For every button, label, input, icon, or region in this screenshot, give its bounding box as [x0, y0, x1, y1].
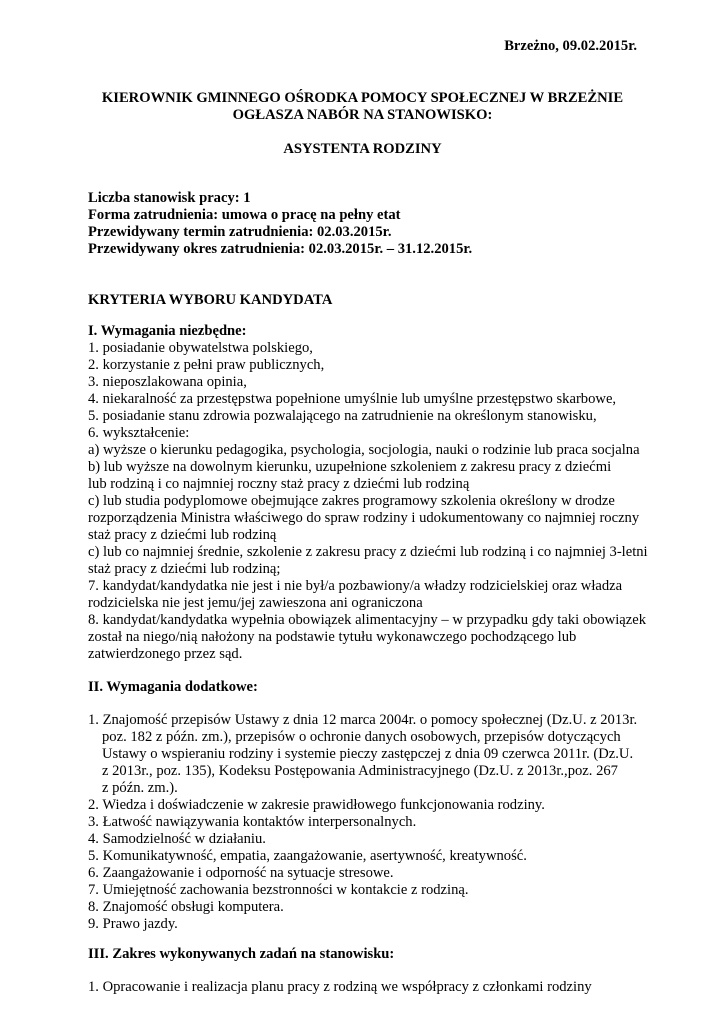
list-line: 9. Prawo jazdy.: [88, 916, 178, 932]
list-line: rozporządzenia Ministra właściwego do spraw rodziny i udokumentowany co najmniej roczny: [88, 510, 640, 526]
list-line: 7. kandydat/kandydatka nie jest i nie był/a pozbawiony/a władzy rodzicielskiej oraz władza: [88, 578, 623, 594]
list-line: a) wyższe o kierunku pedagogika, psychologia, socjologia, nauki o rodzinie lub praca socjalna: [88, 442, 640, 458]
list-line: staż pracy z dziećmi lub rodziną;: [88, 561, 281, 577]
detail-line: Forma zatrudnienia: umowa o pracę na pełny etat: [88, 207, 401, 223]
list-line: 4. niekaralność za przestępstwa popełnione umyślnie lub umyślne przestępstwo skarbowe,: [88, 391, 617, 407]
detail-line: Przewidywany termin zatrudnienia: 02.03.2015r.: [88, 224, 392, 240]
title-line-1: KIEROWNIK GMINNEGO OŚRODKA POMOCY SPOŁECZNEJ W BRZEŻNIE: [101, 90, 624, 106]
list-line: 1. Opracowanie i realizacja planu pracy z rodziną we współpracy z członkami rodziny: [88, 979, 592, 995]
list-line: z późn. zm.).: [102, 780, 178, 796]
criteria-heading: KRYTERIA WYBORU KANDYDATA: [88, 292, 333, 308]
list-line: lub rodziną i co najmniej roczny staż pracy z dziećmi lub rodziną: [88, 476, 470, 492]
list-line: zatwierdzonego przez sąd.: [88, 646, 243, 662]
list-line: 8. Znajomość obsługi komputera.: [88, 899, 284, 915]
list-line: c) lub co najmniej średnie, szkolenie z zakresu pracy z dziećmi lub rodziną i co najmniej 3-letni: [88, 544, 648, 560]
list-line: 3. nieposzlakowana opinia,: [88, 374, 247, 390]
list-line: 2. Wiedza i doświadczenie w zakresie prawidłowego funkcjonowania rodziny.: [88, 797, 545, 813]
list-line: 5. posiadanie stanu zdrowia pozwalającego na zatrudnienie na określonym stanowisku,: [88, 408, 597, 424]
list-line: został na niego/nią nałożony na podstawie tytułu wykonawczego pochodzącego lub: [88, 629, 577, 645]
position-title: ASYSTENTA RODZINY: [283, 141, 442, 157]
employment-details: [88, 190, 472, 258]
list-line: 4. Samodzielność w działaniu.: [88, 831, 266, 847]
list-line: c) lub studia podyplomowe obejmujące zakres programowy szkolenia określony w drodze: [88, 493, 615, 509]
list-line: b) lub wyższe na dowolnym kierunku, uzupełnione szkoleniem z zakresu pracy z dziećmi: [88, 459, 612, 475]
list-line: 6. wykształcenie:: [88, 425, 190, 441]
section-heading: II. Wymagania dodatkowe:: [88, 679, 258, 695]
list-line: Ustawy o wspieraniu rodziny i systemie pieczy zastępczej z dnia 09 czerwca 2011r. (Dz.U.: [102, 746, 634, 762]
list-line: 1. Znajomość przepisów Ustawy z dnia 12 marca 2004r. o pomocy społecznej (Dz.U. z 2013r.: [88, 712, 638, 728]
list-line: 5. Komunikatywność, empatia, zaangażowanie, asertywność, kreatywność.: [88, 848, 527, 864]
list-line: z 2013r., poz. 135), Kodeksu Postępowania Administracyjnego (Dz.U. z 2013r.,poz. 267: [102, 763, 618, 779]
section-required: [88, 323, 648, 663]
list-line: poz. 182 z późn. zm.), przepisów o ochronie danych osobowych, przepisów dotyczących: [102, 729, 621, 745]
detail-line: Liczba stanowisk pracy: 1: [88, 190, 251, 206]
title-line-2: OGŁASZA NABÓR NA STANOWISKO:: [232, 107, 493, 123]
section-heading: III. Zakres wykonywanych zadań na stanowisku:: [88, 946, 395, 962]
list-line: 1. posiadanie obywatelstwa polskiego,: [88, 340, 313, 356]
list-line: rodzicielska nie jest jemu/jej zawieszona ani ograniczona: [88, 595, 423, 611]
list-line: staż pracy z dziećmi lub rodziną: [88, 527, 277, 543]
section-additional: [88, 712, 637, 933]
list-line: 6. Zaangażowanie i odporność na sytuacje stresowe.: [88, 865, 394, 881]
list-line: 2. korzystanie z pełni praw publicznych,: [88, 357, 325, 373]
document-date: Brzeżno, 09.02.2015r.: [504, 38, 637, 54]
detail-line: Przewidywany okres zatrudnienia: 02.03.2015r. – 31.12.2015r.: [88, 241, 473, 257]
list-line: 8. kandydat/kandydatka wypełnia obowiązek alimentacyjny – w przypadku gdy taki obowiązek: [88, 612, 647, 628]
list-line: 3. Łatwość nawiązywania kontaktów interpersonalnych.: [88, 814, 417, 830]
list-line: 7. Umiejętność zachowania bezstronności w kontakcie z rodziną.: [88, 882, 469, 898]
section-heading: I. Wymagania niezbędne:: [88, 323, 247, 339]
